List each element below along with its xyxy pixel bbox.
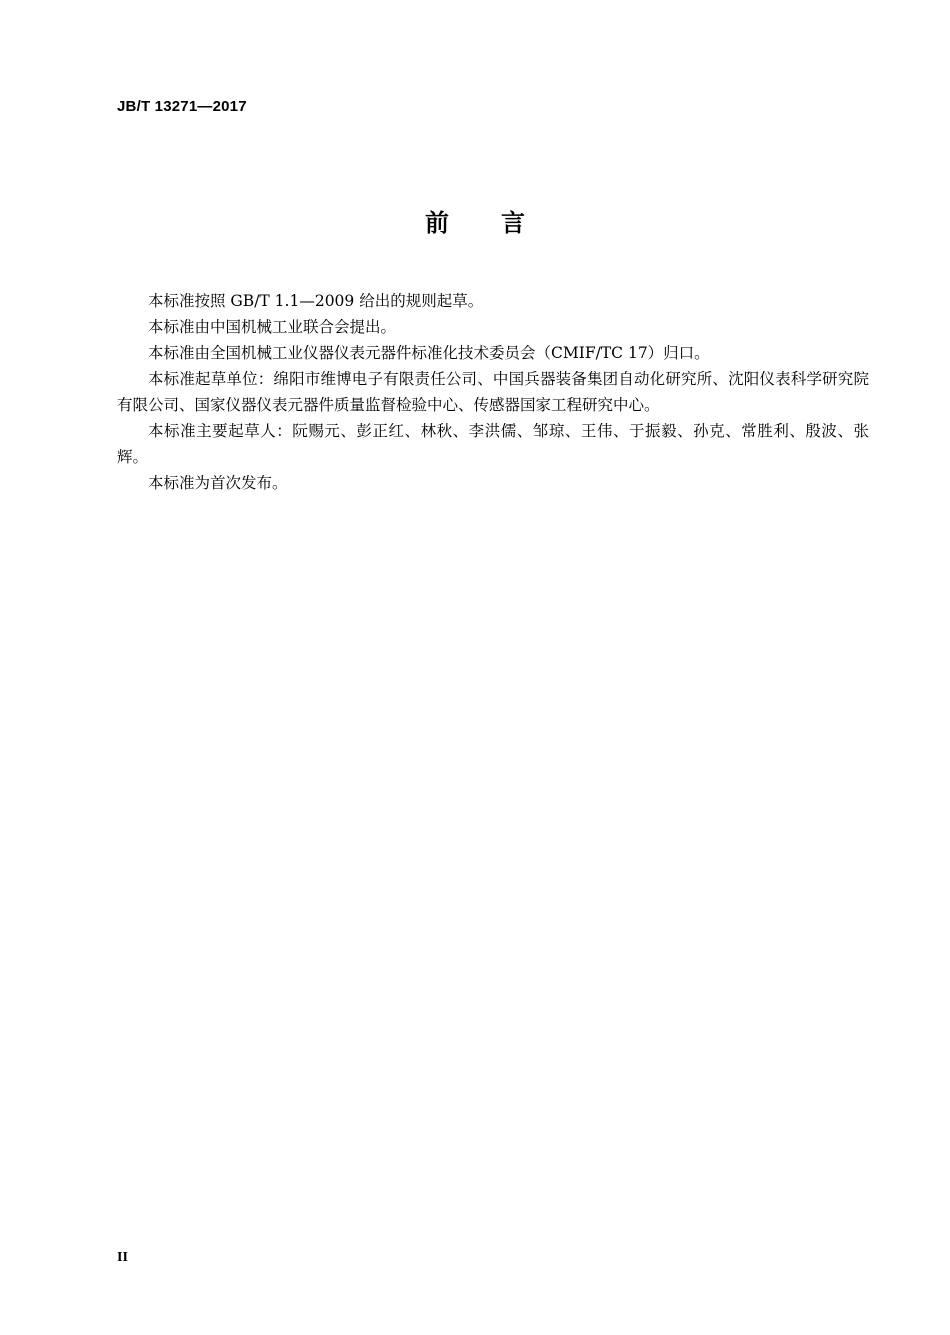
- paragraph-first-release: 本标准为首次发布。: [148, 474, 288, 492]
- foreword-body: [117, 288, 869, 496]
- page-title: 前言: [425, 209, 577, 237]
- paragraph-drafters: 本标准主要起草人：阮赐元、彭正红、林秋、李洪儒、邹琼、王伟、于振毅、孙克、常胜利、殷波、张辉。: [117, 422, 869, 466]
- paragraph-drafting-units: 本标准起草单位：绵阳市维博电子有限责任公司、中国兵器装备集团自动化研究所、沈阳仪表科学研究院有限公司、国家仪器仪表元器件质量监督检验中心、传感器国家工程研究中心。: [117, 370, 869, 414]
- paragraph-drafting-rules: 本标准按照 GB/T 1.1—2009 给出的规则起草。: [148, 292, 484, 310]
- paragraph-proposer: 本标准由中国机械工业联合会提出。: [148, 318, 397, 336]
- page-number: II: [117, 1250, 128, 1265]
- standard-number: JB/T 13271—2017: [117, 98, 247, 115]
- paragraph-administration: 本标准由全国机械工业仪器仪表元器件标准化技术委员会（CMIF/TC 17）归口。: [148, 344, 710, 362]
